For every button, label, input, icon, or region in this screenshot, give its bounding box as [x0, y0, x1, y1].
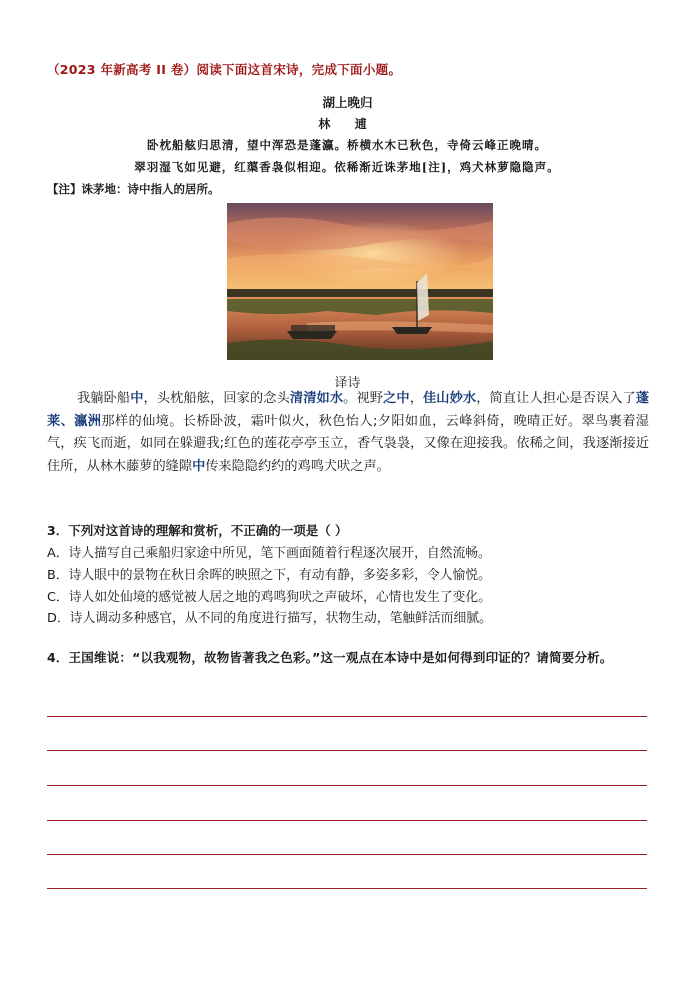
option-a: A．诗人描写自己乘船归家途中所见，笔下画面随着行程逐次展开，自然流畅。	[47, 546, 491, 561]
answer-line[interactable]	[47, 785, 647, 786]
answer-line[interactable]	[47, 820, 647, 821]
translation-text: 传来隐隐约约的鸡鸣犬吠之声。	[205, 458, 390, 474]
poem-title: 湖上晚归	[322, 95, 373, 110]
translation-text: ，头枕船舷，回家的念头	[143, 391, 290, 406]
translation-title: 译诗	[334, 376, 361, 391]
poem-author: 林 逋	[318, 117, 377, 131]
poem-line-1: 卧枕船舷归思清，望中浑恐是蓬瀛。桥横水木已秋色，寺倚云峰正晚晴。	[147, 138, 547, 152]
question-3-stem: 3．下列对这首诗的理解和赏析，不正确的一项是（ ）	[47, 523, 348, 538]
option-d: D．诗人调动多种感官，从不同的角度进行描写，状物生动，笔触鲜活而细腻。	[47, 611, 492, 626]
translation-text: 。视野	[343, 391, 384, 406]
sunset-lake-photo	[227, 203, 493, 360]
translation-text: ，简直让人担心是否误入了	[476, 391, 636, 406]
option-c: C．诗人如处仙境的感觉被人居之地的鸡鸣狗吠之声破坏，心情也发生了变化。	[47, 590, 492, 605]
translation-text: 那样的仙境。长桥卧波，霜叶似火，秋色怡人;夕阳如血，云峰斜倚，晚晴正好。翠鸟裹着湿气，疾飞而逝，如同在躲避我;红色的莲花亭亭玉立，香气袅袅，又像在迎接我。依稀之间，我逐渐接近住所，从林木藤萝的缝隙	[47, 413, 649, 474]
highlighted-text: 之中	[383, 391, 410, 406]
highlighted-text: 佳山妙水	[423, 391, 477, 406]
answer-line[interactable]	[47, 716, 647, 717]
answer-line[interactable]	[47, 888, 647, 889]
translation-text: 我躺卧船	[77, 391, 131, 406]
answer-line[interactable]	[47, 854, 647, 855]
translation-body	[47, 388, 649, 478]
question-4-stem: 4．王国维说：“以我观物，故物皆著我之色彩。”这一观点在本诗中是如何得到印证的？请简要分析。	[47, 650, 613, 665]
highlighted-text: 中	[192, 458, 206, 474]
highlighted-text: 清清如水	[289, 391, 344, 406]
highlighted-text: 蓬莱、瀛洲	[47, 391, 650, 429]
question-header: （2023 年新高考 II 卷）阅读下面这首宋诗，完成下面小题。	[47, 62, 402, 77]
option-b: B．诗人眼中的景物在秋日余晖的映照之下，有动有静，多姿多彩，令人愉悦。	[47, 568, 491, 583]
translation-text: ，	[409, 391, 423, 406]
answer-line[interactable]	[47, 750, 647, 751]
poem-line-2: 翠羽湿飞如见避，红蕖香袅似相迎。依稀渐近诛茅地[注]，鸡犬林萝隐隐声。	[134, 160, 560, 174]
poem-note: 【注】诛茅地：诗中指人的居所。	[47, 182, 220, 196]
highlighted-text: 中	[130, 391, 144, 406]
